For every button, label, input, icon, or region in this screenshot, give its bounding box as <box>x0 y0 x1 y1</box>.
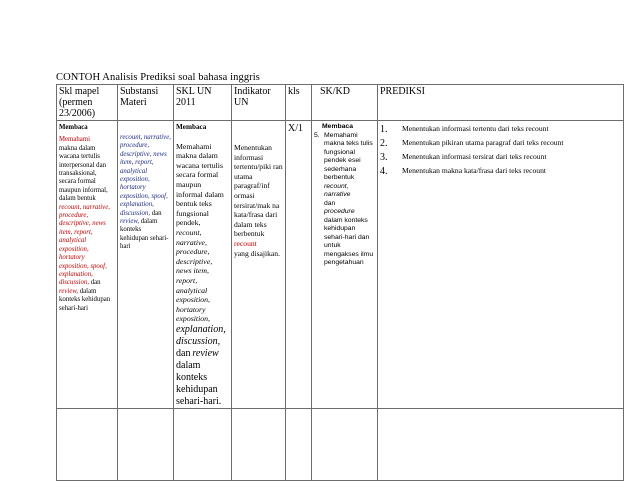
empty-cell <box>174 408 232 480</box>
prediksi-item: 3. Menentukan informasi tersirat dari teks recount <box>380 152 547 163</box>
document-title: CONTOH Analisis Prediksi soal bahasa inggris <box>56 72 260 83</box>
empty-cell <box>118 408 174 480</box>
prediksi-item: 1. Menentukan informasi tertentu dari teks recount <box>380 124 549 135</box>
header-substansi: Substansi Materi <box>118 85 174 121</box>
substansi-cell: recount, narrative, procedure, descriptive, news item, report, analytical exposition, hortatory exposition, spoof, explanation, discussion, dan review, dalam konteks kehidupan sehari-hari <box>118 121 174 409</box>
header-kls: kls <box>286 85 312 121</box>
empty-row <box>57 408 624 480</box>
header-row <box>57 85 624 121</box>
header-skl-mapel: Skl mapel (permen 23/2006) <box>57 85 118 121</box>
header-prediksi: PREDIKSI <box>378 85 624 121</box>
skl-un-cell: Membaca Memahami makna dalam wacana tertulis secara formal maupun informal dalam bentuk teks fungsional pendek, recount, narrative, procedure, descriptive, news item, report, analytical exposition, hortatory exposition, explanation, discussion, dan review dalam konteks kehidupan sehari-hari. <box>174 121 232 409</box>
content-row <box>57 121 624 409</box>
indikator-cell: Menentukan informasi tertentu/piki ran utama paragraf/inf ormasi tersirat/mak na kata/frasa dari dalam teks berbentuk recount yang disajikan. <box>232 121 286 409</box>
empty-cell <box>378 408 624 480</box>
empty-cell <box>312 408 378 480</box>
header-indikator: Indikator UN <box>232 85 286 121</box>
header-skl-un: SKL UN 2011 <box>174 85 232 121</box>
skl-mapel-cell: Membaca Memahami makna dalam wacana tertulis interpersonal dan transaksional, secara formal maupun informal, dalam bentuk recount, narrative, procedure, descriptive, news item, report, analytical exposition, hortatory exposition, spoof, explanation, discussion, dan review, dalam konteks kehidupan sehari-hari <box>57 121 118 409</box>
skkd-item: 5. Memahami makna teks tulis fungsional pendek esei sederhana berbentuk recount, narrative dan procedure dalam konteks kehidupan sehari-hari dan untuk mengakses ilmu pengetahuan <box>314 131 374 266</box>
empty-cell <box>286 408 312 480</box>
empty-cell <box>232 408 286 480</box>
prediksi-item: 4. Menentukan makna kata/frasa dari teks recount <box>380 166 547 177</box>
empty-cell <box>57 408 118 480</box>
kls-cell: X/1 <box>286 121 312 409</box>
skkd-cell: Membaca 5. Memahami makna teks tulis fungsional pendek esei sederhana berbentuk recount, narrative dan procedure dalam konteks kehidupan sehari-hari dan untuk mengakses ilmu pengetahuan <box>312 121 378 409</box>
analysis-table <box>56 84 624 481</box>
prediksi-cell <box>378 121 624 409</box>
prediksi-item: 2. Menentukan pikiran utama paragraf dari teks recount <box>380 138 564 149</box>
header-skkd: SK/KD <box>312 85 378 121</box>
